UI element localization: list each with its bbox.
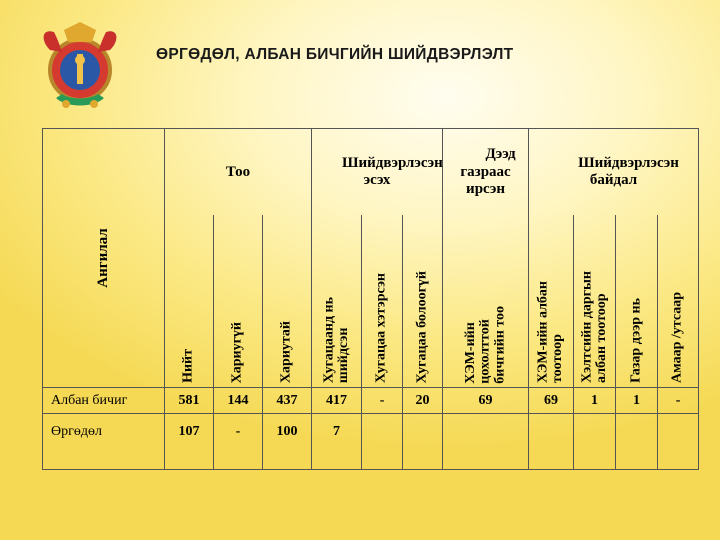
col-answered-header: Хариутай [278, 321, 294, 384]
table-cell [529, 414, 574, 470]
table-cell [443, 414, 529, 470]
from-higher-group-header: Дээд газраас ирсэн [443, 129, 529, 216]
table-cell: 7 [312, 414, 362, 470]
col-hem-stamped-header: ХЭМ-ийн цохолттой бичгийн тоо [462, 305, 507, 384]
col-verbal-header: Амаар /утсаар [669, 292, 685, 384]
table-cell [574, 414, 616, 470]
table-cell: 144 [214, 388, 263, 414]
table-cell: 69 [529, 388, 574, 414]
resolved-manner-group-header: Шийдвэрлэсэн байдал [529, 129, 699, 216]
col-on-time-header: Хугацаанд нь шийдсэн [320, 297, 351, 384]
table-cell: 100 [263, 414, 312, 470]
state-emblem-icon [34, 20, 126, 112]
table-row [43, 414, 699, 470]
row-label: Албан бичиг [43, 388, 165, 414]
row-label: Өргөдөл [43, 414, 165, 470]
count-group-header: Тоо [165, 129, 312, 216]
table-cell: - [214, 414, 263, 470]
table-cell: 581 [165, 388, 214, 414]
table-cell [403, 414, 443, 470]
col-hem-official-header: ХЭМ-ийн албан тоотоор [535, 281, 566, 384]
col-on-site-header: Газар дээр нь [628, 298, 644, 384]
resolved-form-group-header: Шийдвэрлэсэн эсэх [312, 129, 443, 216]
table-cell [362, 414, 403, 470]
table-cell [658, 414, 699, 470]
col-unanswered-header: Хариугүй [229, 321, 245, 384]
table-cell: - [362, 388, 403, 414]
table-cell: 69 [443, 388, 529, 414]
col-overdue-header: Хугацаа хэтэрсэн [373, 273, 389, 384]
table-cell: 1 [574, 388, 616, 414]
table-cell: 437 [263, 388, 312, 414]
category-header: Ангилал [94, 228, 111, 288]
table-cell: 417 [312, 388, 362, 414]
table-cell: - [658, 388, 699, 414]
category-header-cell [43, 129, 165, 388]
page-title: ӨРГӨДӨЛ, АЛБАН БИЧГИЙН ШИЙДВЭРЛЭЛТ [156, 46, 514, 63]
table-cell: 20 [403, 388, 443, 414]
col-dept-head-header: Хэлтсийн даргын албан тоотоор [578, 271, 609, 384]
table-cell [616, 414, 658, 470]
table-cell: 1 [616, 388, 658, 414]
table-row [43, 388, 699, 414]
col-not-due-header: Хугацаа болоогүй [414, 270, 430, 384]
table-cell: 107 [165, 414, 214, 470]
col-total-header: Нийт [180, 349, 196, 384]
data-table [42, 128, 699, 470]
